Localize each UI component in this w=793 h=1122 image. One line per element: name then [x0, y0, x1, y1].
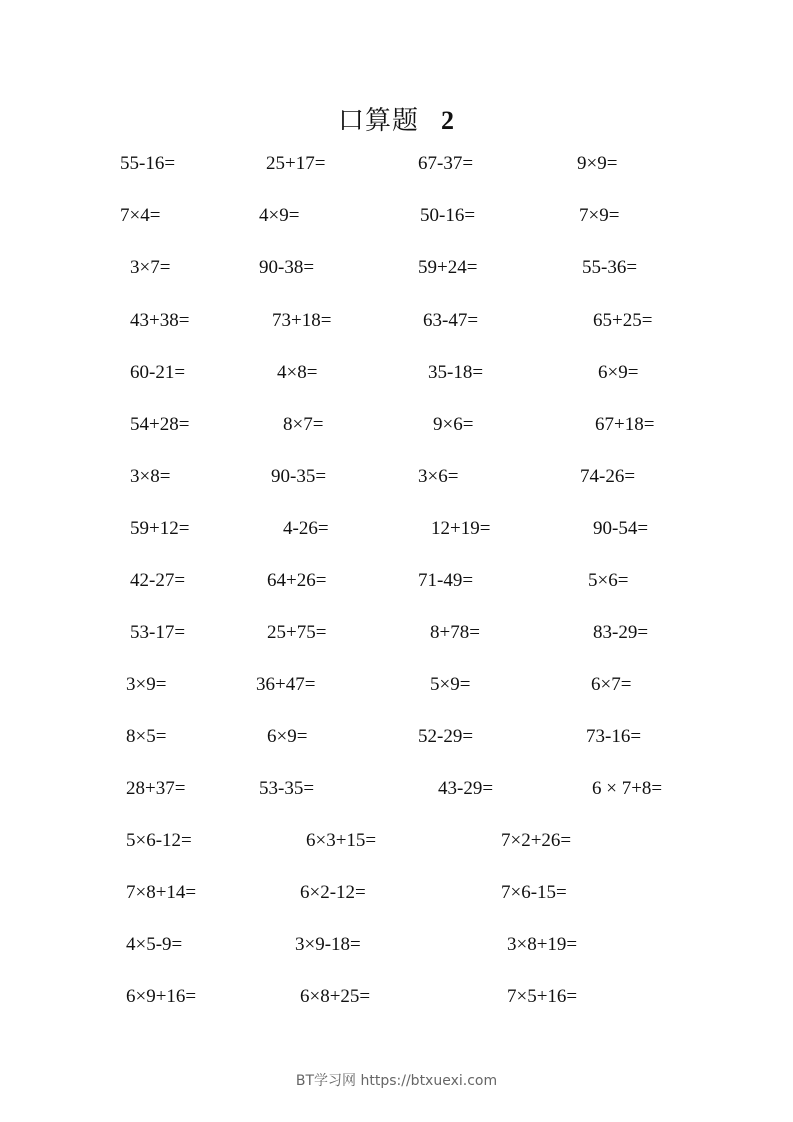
title-number: 2 [441, 106, 455, 135]
arithmetic-problem: 90-35= [271, 466, 327, 487]
arithmetic-problem: 4×5-9= [126, 934, 183, 955]
arithmetic-problem: 83-29= [593, 622, 649, 643]
arithmetic-problem: 8×5= [126, 726, 167, 747]
arithmetic-problem: 6×2-12= [300, 882, 366, 903]
arithmetic-problem: 3×8+19= [507, 934, 578, 955]
arithmetic-problem: 64+26= [267, 570, 327, 591]
arithmetic-problem: 50-16= [420, 205, 476, 226]
arithmetic-problem: 25+17= [266, 153, 326, 174]
arithmetic-problem: 6×3+15= [306, 830, 377, 851]
arithmetic-problem: 4×8= [277, 362, 318, 383]
arithmetic-problem: 7×4= [120, 205, 161, 226]
arithmetic-problem: 7×2+26= [501, 830, 572, 851]
arithmetic-problem: 9×9= [577, 153, 618, 174]
arithmetic-problem: 60-21= [130, 362, 186, 383]
arithmetic-problem: 65+25= [593, 310, 653, 331]
arithmetic-problem: 53-35= [259, 778, 315, 799]
arithmetic-problem: 36+47= [256, 674, 316, 695]
arithmetic-problem: 42-27= [130, 570, 186, 591]
arithmetic-problem: 73-16= [586, 726, 642, 747]
title-text: 口算题 [337, 106, 419, 135]
arithmetic-problem: 52-29= [418, 726, 474, 747]
arithmetic-problem: 8×7= [283, 414, 324, 435]
arithmetic-problem: 7×6-15= [501, 882, 567, 903]
arithmetic-problem: 5×6-12= [126, 830, 192, 851]
arithmetic-problem: 7×9= [579, 205, 620, 226]
arithmetic-problem: 3×7= [130, 257, 171, 278]
arithmetic-problem: 6×9= [267, 726, 308, 747]
footer-watermark: BT学习网 https://btxuexi.com [295, 1073, 498, 1089]
arithmetic-problem: 67+18= [595, 414, 655, 435]
arithmetic-problem: 5×6= [588, 570, 629, 591]
arithmetic-problem: 54+28= [130, 414, 190, 435]
arithmetic-problem: 4-26= [283, 518, 329, 539]
arithmetic-problem: 4×9= [259, 205, 300, 226]
arithmetic-problem: 3×8= [130, 466, 171, 487]
arithmetic-problem: 55-16= [120, 153, 176, 174]
arithmetic-problem: 67-37= [418, 153, 474, 174]
arithmetic-problem: 7×8+14= [126, 882, 197, 903]
arithmetic-problem: 5×9= [430, 674, 471, 695]
arithmetic-problem: 28+37= [126, 778, 186, 799]
arithmetic-problem: 43-29= [438, 778, 494, 799]
arithmetic-problem: 6 × 7+8= [592, 778, 663, 799]
arithmetic-problem: 6×7= [591, 674, 632, 695]
arithmetic-problem: 55-36= [582, 257, 638, 278]
arithmetic-problem: 74-26= [580, 466, 636, 487]
arithmetic-problem: 35-18= [428, 362, 484, 383]
arithmetic-problem: 8+78= [430, 622, 480, 643]
arithmetic-problem: 6×9= [598, 362, 639, 383]
arithmetic-problem: 6×9+16= [126, 986, 197, 1007]
arithmetic-problem: 59+12= [130, 518, 190, 539]
arithmetic-problem: 7×5+16= [507, 986, 578, 1007]
arithmetic-problem: 90-54= [593, 518, 649, 539]
arithmetic-problem: 43+38= [130, 310, 190, 331]
arithmetic-problem: 3×9-18= [295, 934, 361, 955]
arithmetic-problem: 73+18= [272, 310, 332, 331]
arithmetic-problem: 53-17= [130, 622, 186, 643]
arithmetic-problem: 25+75= [267, 622, 327, 643]
arithmetic-problem: 3×6= [418, 466, 459, 487]
arithmetic-problem: 12+19= [431, 518, 491, 539]
page-title [0, 100, 793, 137]
arithmetic-problem: 3×9= [126, 674, 167, 695]
arithmetic-problem: 9×6= [433, 414, 474, 435]
arithmetic-problem: 59+24= [418, 257, 478, 278]
arithmetic-problem: 63-47= [423, 310, 479, 331]
arithmetic-problem: 6×8+25= [300, 986, 371, 1007]
arithmetic-problem: 90-38= [259, 257, 315, 278]
arithmetic-problem: 71-49= [418, 570, 474, 591]
